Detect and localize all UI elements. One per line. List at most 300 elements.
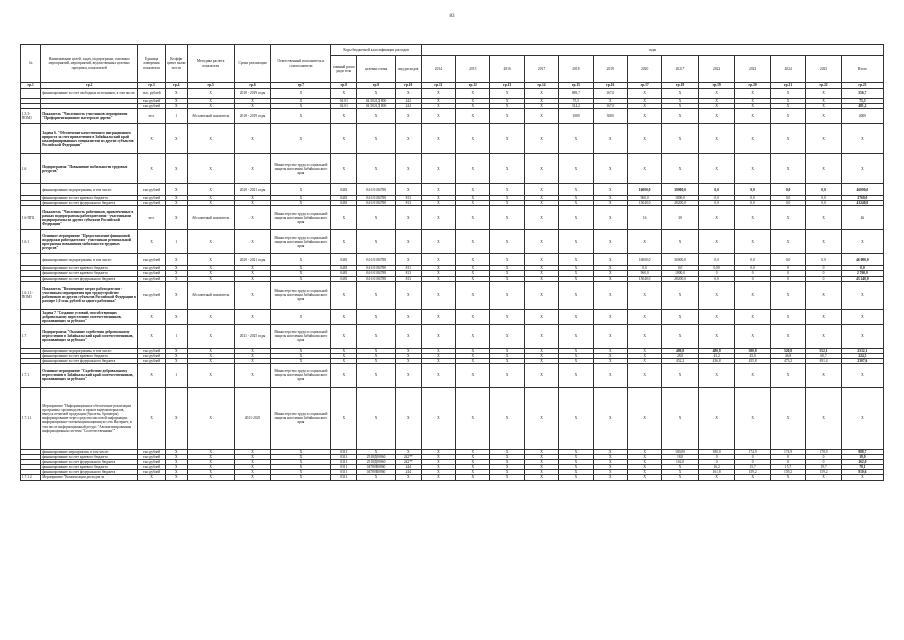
table-cell: Х: [627, 363, 661, 387]
table-cell: Х: [559, 196, 593, 201]
table-cell: Х: [593, 206, 627, 230]
table-row: [21, 281, 884, 309]
table-cell: 244: [395, 465, 421, 470]
table-cell: Х: [187, 387, 234, 449]
table-cell: Х: [234, 99, 271, 104]
table-cell: Х: [490, 266, 524, 271]
table-cell: 45,0: [735, 353, 770, 358]
table-cell: 1.6.1: [21, 230, 41, 254]
table-cell: Х: [593, 358, 627, 363]
table-cell: Х: [395, 184, 421, 196]
table-cell: Х: [627, 455, 661, 460]
table-row: [21, 363, 884, 387]
table-cell: Х: [187, 348, 234, 353]
table-cell: Х: [166, 348, 187, 353]
table-cell: Х: [456, 281, 490, 309]
table-cell: Х: [166, 124, 187, 154]
table-cell: Х: [524, 281, 558, 309]
table-cell: 2021 - 2025 годы: [234, 324, 271, 348]
table-cell: Х: [421, 154, 455, 184]
table-cell: 1800,0: [662, 271, 699, 276]
table-row: [21, 309, 884, 324]
table-cell: Х: [395, 281, 421, 309]
table-cell: 43240,0: [841, 201, 883, 206]
table-cell: Х: [490, 271, 524, 276]
table-cell: Х: [421, 358, 455, 363]
table-cell: Х: [234, 460, 271, 465]
table-cell: Х: [490, 109, 524, 124]
table-cell: Х: [456, 455, 490, 460]
table-cell: Х: [187, 449, 234, 454]
table-cell: 60,7: [806, 353, 841, 358]
table-cell: Х: [524, 455, 558, 460]
table-cell: Х: [662, 104, 699, 109]
header-kbk: Коды бюджетной классификации расходов: [331, 45, 421, 56]
table-cell: 481,2: [841, 104, 883, 109]
table-cell: Х: [234, 230, 271, 254]
table-cell: Х: [395, 387, 421, 449]
table-cell: 159,2: [770, 470, 805, 475]
table-cell: Х: [490, 465, 524, 470]
table-cell: Х: [490, 206, 524, 230]
table-cell: Х: [490, 460, 524, 465]
table-cell: Х: [234, 353, 271, 358]
table-cell: Х: [166, 201, 187, 206]
table-cell: Х: [456, 475, 490, 480]
table-cell: Х: [627, 470, 661, 475]
table-cell: 0311: [331, 460, 357, 465]
table-cell: 2021-2025: [234, 387, 271, 449]
header-year: 2019: [593, 56, 627, 83]
table-cell: Х: [456, 470, 490, 475]
table-cell: Х: [662, 363, 699, 387]
table-cell: Х: [271, 201, 331, 206]
table-cell: Х: [187, 460, 234, 465]
table-cell: Х: [593, 449, 627, 454]
table-row: [21, 124, 884, 154]
table-cell: Х: [524, 154, 558, 184]
table-cell: Х: [357, 309, 396, 324]
table-cell: Х: [395, 324, 421, 348]
table-row: [21, 109, 884, 124]
table-cell: 813: [395, 201, 421, 206]
table-cell: 0,0: [627, 266, 661, 271]
table-cell: 0,0: [770, 196, 805, 201]
table-cell: тыс. рублей: [138, 89, 166, 99]
table-cell: Х: [166, 271, 187, 276]
table-cell: Х: [166, 276, 187, 281]
table-cell: 04 6 0184788: [357, 271, 396, 276]
table-cell: 30000,0: [662, 184, 699, 196]
table-cell: Х: [770, 363, 805, 387]
table-cell: Х: [559, 154, 593, 184]
table-cell: 1800,0: [662, 196, 699, 201]
table-cell: Х: [841, 124, 883, 154]
table-cell: Х: [559, 449, 593, 454]
table-cell: 0311: [331, 465, 357, 470]
header-coef: Коэффи циент значи мости: [166, 45, 187, 83]
table-cell: 810,6: [841, 470, 883, 475]
table-cell: Х: [524, 206, 558, 230]
table-cell: Х: [166, 465, 187, 470]
table-cell: Х: [234, 271, 271, 276]
table-cell: Х: [559, 254, 593, 266]
table-cell: 180,0: [698, 449, 735, 454]
table-cell: Х: [490, 281, 524, 309]
header-year: 2021*: [662, 56, 699, 83]
table-cell: Х: [331, 281, 357, 309]
column-number: гр.18: [662, 83, 699, 89]
table-cell: Х: [490, 470, 524, 475]
table-row: [21, 230, 884, 254]
table-cell: Х: [627, 99, 661, 104]
table-cell: Х: [357, 353, 396, 358]
table-cell: Х: [593, 99, 627, 104]
table-cell: Х: [593, 254, 627, 266]
table-cell: Х: [166, 89, 187, 99]
header-year: 2022: [698, 56, 735, 83]
table-cell: Х: [187, 353, 234, 358]
table-cell: Х: [770, 124, 805, 154]
table-cell: Х: [627, 353, 661, 358]
table-cell: 2018 - 2019 годы: [234, 89, 271, 99]
header-year: 2020: [627, 56, 661, 83]
table-cell: финансирование за счет краевого бюджета: [41, 465, 138, 470]
table-cell: 46: [841, 206, 883, 230]
table-cell: [21, 309, 41, 324]
table-cell: финансирование подпрограммы, в том числе:: [41, 184, 138, 196]
table-cell: Х: [456, 201, 490, 206]
table-cell: Х: [187, 271, 234, 276]
table-cell: Х: [421, 387, 455, 449]
table-cell: Х: [841, 475, 883, 480]
table-cell: 0311: [331, 475, 357, 480]
table-cell: Х: [490, 363, 524, 387]
table-cell: Х: [698, 206, 735, 230]
table-cell: Х: [187, 475, 234, 480]
table-cell: Х: [331, 358, 357, 363]
table-cell: Х: [421, 196, 455, 201]
table-cell: Х: [234, 154, 271, 184]
table-cell: Х: [770, 89, 805, 99]
table-cell: 30: [662, 206, 699, 230]
header-resp: Ответственный исполнитель и соисполнители: [271, 45, 331, 83]
table-cell: Подпрограмма "Повышение мобильности трудовых ресурсов": [41, 154, 138, 184]
table-cell: Х: [187, 154, 234, 184]
table-row: [21, 475, 884, 480]
table-cell: Х: [421, 184, 455, 196]
table-cell: Х: [524, 358, 558, 363]
table-cell: 43 240,0: [841, 276, 883, 281]
table-cell: Абсолютный показатель: [187, 281, 234, 309]
table-cell: Х: [662, 324, 699, 348]
table-cell: Х: [490, 99, 524, 104]
table-cell: 0,0: [806, 184, 841, 196]
table-cell: Х: [421, 124, 455, 154]
table-cell: Х: [735, 387, 770, 449]
table-cell: 28,0: [662, 353, 699, 358]
table-cell: Х: [627, 387, 661, 449]
table-cell: Х: [735, 154, 770, 184]
table-cell: Х: [490, 475, 524, 480]
table-cell: Х: [456, 99, 490, 104]
table-cell: Х: [138, 309, 166, 324]
table-cell: Х: [593, 455, 627, 460]
table-cell: финансирование за счет федерального бюджета: [41, 470, 138, 475]
table-cell: Х: [524, 104, 558, 109]
table-cell: Х: [456, 358, 490, 363]
table-cell: 1: [166, 363, 187, 387]
table-cell: Х: [187, 266, 234, 271]
table-cell: Х: [456, 465, 490, 470]
table-cell: Х: [806, 104, 841, 109]
table-cell: Х: [770, 230, 805, 254]
table-cell: 0: [806, 276, 841, 281]
table-cell: Х: [234, 124, 271, 154]
table-cell: Х: [138, 387, 166, 449]
table-cell: Х: [234, 348, 271, 353]
table-cell: Х: [395, 475, 421, 480]
table-cell: Х: [331, 230, 357, 254]
table-cell: Х: [357, 387, 396, 449]
table-cell: Х: [456, 230, 490, 254]
table-cell: 0: [735, 271, 770, 276]
table-cell: 0,0: [698, 276, 735, 281]
table-cell: Х: [490, 230, 524, 254]
table-cell: Х: [456, 254, 490, 266]
table-cell: Х: [593, 281, 627, 309]
table-cell: Х: [395, 449, 421, 454]
table-cell: Х: [456, 89, 490, 99]
table-cell: Х: [593, 266, 627, 271]
table-cell: Х: [271, 104, 331, 109]
table-cell: Х: [662, 124, 699, 154]
table-cell: 04 5021Д 800: [357, 99, 396, 104]
table-cell: Х: [593, 387, 627, 449]
table-cell: Х: [166, 358, 187, 363]
table-cell: Х: [187, 230, 234, 254]
table-cell: Х: [490, 449, 524, 454]
table-cell: Х: [357, 230, 396, 254]
table-cell: 1.7.1.1: [21, 387, 41, 449]
table-cell: Х: [421, 309, 455, 324]
table-cell: финансирование за счет свободных источников, в том числе:: [41, 89, 138, 99]
table-cell: Х: [841, 281, 883, 309]
column-number: гр.22: [806, 83, 841, 89]
table-cell: Х: [593, 363, 627, 387]
table-cell: тыс.рублей: [138, 104, 166, 109]
table-cell: Х: [456, 276, 490, 281]
table-cell: 2532,1: [841, 348, 883, 353]
table-cell: Х: [490, 254, 524, 266]
table-cell: Х: [421, 201, 455, 206]
table-cell: 0,0: [735, 184, 770, 196]
table-cell: Х: [806, 324, 841, 348]
table-cell: 0: [698, 460, 735, 465]
header-years: годы: [421, 45, 883, 56]
table-cell: 159,2: [735, 470, 770, 475]
table-cell: 0: [770, 460, 805, 465]
table-cell: 75,5: [841, 99, 883, 104]
table-cell: Х: [395, 348, 421, 353]
table-cell: 0,0: [770, 254, 805, 266]
table-cell: 0,0: [806, 201, 841, 206]
table-cell: 161,8: [698, 470, 735, 475]
table-cell: Х: [271, 89, 331, 99]
table-cell: Х: [559, 184, 593, 196]
table-cell: Х: [331, 206, 357, 230]
table-cell: 0,0: [698, 196, 735, 201]
table-cell: Х: [593, 470, 627, 475]
table-cell: Х: [559, 281, 593, 309]
table-cell: Х: [395, 353, 421, 358]
table-cell: 1.6: [21, 154, 41, 184]
table-cell: Х: [271, 271, 331, 276]
table-cell: Х: [331, 348, 357, 353]
table-cell: Х: [187, 201, 234, 206]
table-cell: 0481: [331, 276, 357, 281]
header-year: 2024: [770, 56, 805, 83]
table-cell: 162,0: [662, 460, 699, 465]
header-term: Сроки реализации: [234, 45, 271, 83]
table-cell: Х: [627, 358, 661, 363]
table-cell: Х: [524, 89, 558, 99]
table-cell: 04 6 0184788: [357, 184, 396, 196]
table-cell: Х: [421, 363, 455, 387]
table-cell: 159,2: [806, 470, 841, 475]
column-number: гр.13: [490, 83, 524, 89]
table-cell: 0,0: [735, 266, 770, 271]
table-cell: 473,2: [770, 358, 805, 363]
table-cell: финансирование подпрограммы, в том числе:: [41, 254, 138, 266]
table-cell: 242: [395, 99, 421, 104]
table-cell: Х: [421, 104, 455, 109]
table-cell: тыс.рублей: [138, 281, 166, 309]
table-cell: Х: [524, 324, 558, 348]
table-cell: Х: [524, 266, 558, 271]
table-cell: Задача 7 "Создание условий, способствующих добровольному переселению соотечественников, проживающих за рубежом": [41, 309, 138, 324]
table-cell: Х: [524, 363, 558, 387]
table-cell: Х: [187, 309, 234, 324]
table-cell: 0311: [331, 455, 357, 460]
table-cell: Х: [490, 358, 524, 363]
table-cell: 2020 - 2021 годы: [234, 254, 271, 266]
table-cell: Х: [662, 154, 699, 184]
table-cell: Х: [357, 348, 396, 353]
table-cell: Х: [770, 387, 805, 449]
table-cell: Х: [490, 324, 524, 348]
table-cell: Министерство труда и социальной защиты населения Забайкальского края: [271, 387, 331, 449]
table-cell: Х: [187, 358, 234, 363]
table-cell: Х: [524, 449, 558, 454]
header-num: №: [21, 45, 41, 83]
table-cell: Х: [735, 124, 770, 154]
table-cell: 04 6 0184788: [357, 266, 396, 271]
table-cell: Х: [357, 475, 396, 480]
table-cell: 43,2: [698, 353, 735, 358]
table-cell: финансирование за счет федерального бюджета: [41, 276, 138, 281]
table-cell: Х: [395, 109, 421, 124]
table-cell: 242**: [395, 455, 421, 460]
table-cell: Х: [559, 470, 593, 475]
table-cell: Х: [735, 206, 770, 230]
column-number: гр.19: [698, 83, 735, 89]
table-cell: Х: [662, 230, 699, 254]
table-cell: Министерство труда и социальной защиты населения Забайкальского края: [271, 281, 331, 309]
table-cell: 0: [806, 266, 841, 271]
table-cell: финансирование мероприятия, в том числе:: [41, 449, 138, 454]
table-cell: 1.6-ПП1: [21, 206, 41, 230]
table-cell: 1.7: [21, 324, 41, 348]
table-cell: Х: [166, 353, 187, 358]
table-cell: Х: [735, 363, 770, 387]
table-cell: Х: [490, 309, 524, 324]
table-cell: Х: [593, 271, 627, 276]
table-cell: Х: [627, 475, 661, 480]
table-cell: 811: [395, 266, 421, 271]
table-cell: 1000: [559, 109, 593, 124]
table-cell: 0311: [331, 470, 357, 475]
table-cell: Министерство труда и социальной защиты населения Забайкальского края: [271, 154, 331, 184]
table-cell: 480,8: [662, 348, 699, 353]
table-cell: Х: [166, 254, 187, 266]
table-cell: 0: [735, 460, 770, 465]
table-cell: Х: [662, 309, 699, 324]
table-row: [21, 387, 884, 449]
table-cell: Х: [698, 324, 735, 348]
table-cell: Х: [770, 324, 805, 348]
table-cell: Х: [698, 363, 735, 387]
table-cell: 244: [395, 104, 421, 109]
table-cell: тыс.рублей: [138, 201, 166, 206]
table-cell: 75,5: [559, 99, 593, 104]
table-cell: Х: [806, 109, 841, 124]
table-cell: 16000,0: [627, 254, 661, 266]
table-cell: 78,1: [841, 465, 883, 470]
table-cell: 0,0: [698, 184, 735, 196]
table-cell: 1: [166, 230, 187, 254]
header-year: 2015: [456, 56, 490, 83]
table-cell: Х: [166, 470, 187, 475]
table-cell: Х: [166, 154, 187, 184]
table-cell: Х: [421, 460, 455, 465]
table-cell: 15040,0: [627, 276, 661, 281]
table-cell: 2020 - 2021 годы: [234, 184, 271, 196]
table-cell: Х: [841, 309, 883, 324]
column-number: гр.23: [841, 83, 883, 89]
table-cell: 15,7: [735, 465, 770, 470]
table-cell: Х: [456, 387, 490, 449]
header-year: 2017: [524, 56, 558, 83]
table-cell: 0: [735, 455, 770, 460]
table-cell: Х: [331, 363, 357, 387]
table-cell: Х: [421, 353, 455, 358]
table-cell: 162,0: [841, 460, 883, 465]
table-cell: Х: [770, 475, 805, 480]
table-cell: Х: [698, 281, 735, 309]
table-cell: Х: [770, 99, 805, 104]
table-cell: 0311: [331, 449, 357, 454]
table-cell: Х: [698, 99, 735, 104]
table-cell: Х: [234, 201, 271, 206]
column-number: гр.15: [559, 83, 593, 89]
table-cell: Абсолютный показатель: [187, 109, 234, 124]
table-cell: Х: [806, 124, 841, 154]
table-cell: Х: [698, 109, 735, 124]
table-cell: Х: [627, 465, 661, 470]
table-cell: тыс.рублей: [138, 465, 166, 470]
table-cell: Х: [770, 206, 805, 230]
